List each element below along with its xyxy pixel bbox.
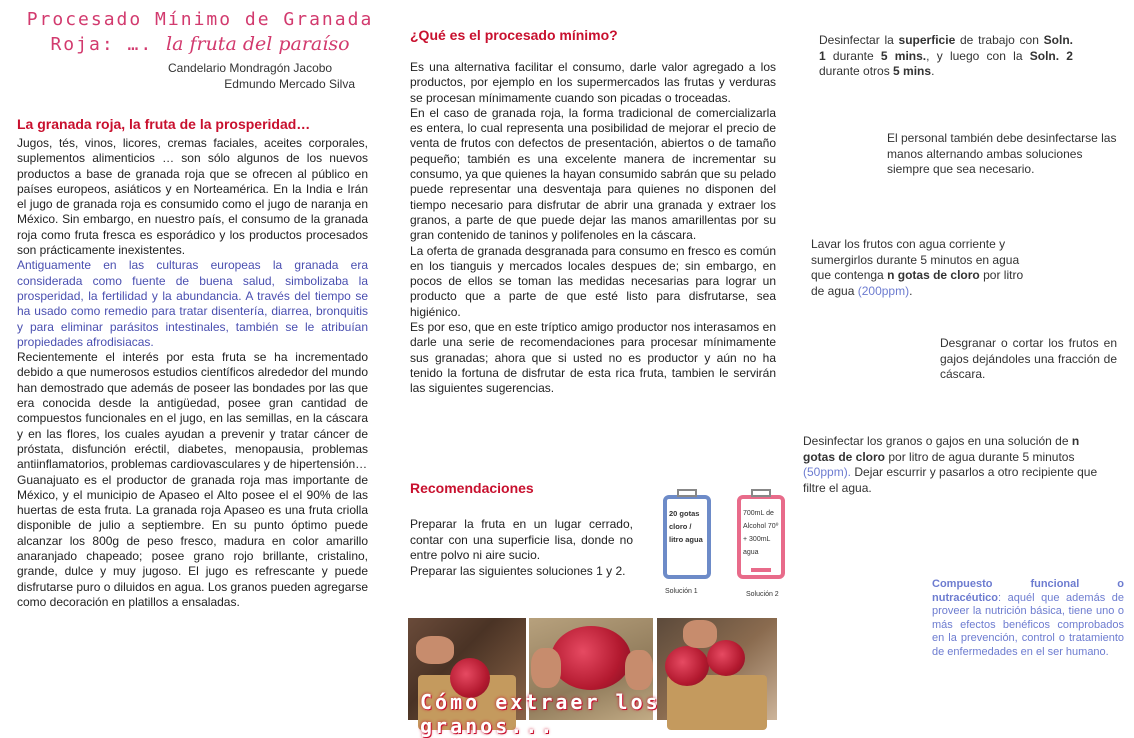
pomegranate — [665, 646, 709, 686]
bottle-2-label — [743, 507, 781, 559]
paragraph-market-offer: La oferta de granada desgranada para consumo en fresco es común en los tianguis y mercados locales despues de; sin embargo, en pocos de ellos se toman las medidas necesarias para lograr un producto que a parte de que esté listo para disfrutarse, sea higiénico. — [410, 243, 776, 319]
author-1: Candelario Mondragón Jacobo — [168, 61, 333, 75]
paragraph-history: Antiguamente en las culturas europeas la granada era considerada como fuente de buena salud, simbolizaba la prosperidad, la fertilidad y la abundancia. A través del tiempo se ha usado como remedio para tratar disentería, diarrea, bronquitis y para eliminar parásitos intestinales, también se le atribuían propiedades afrodisiacas. — [17, 258, 368, 349]
step-text: Lavar los frutos con agua corriente y sumergirlos durante 5 minutos en agua que contenga — [811, 237, 1020, 282]
title-line-2 — [10, 32, 390, 57]
paragraph-guanajuato: Guanajuato es el productor de granada roja mas importante de México, y el municipio de Apaseo el Alto posee el el 90% de las huertas de esta fruta. La granada roja Apaseo es una fruta criolla disponible de julio a septiembre. En su punto óptimo puede alcanzar los 800g de peso fresco, madura en color amarillo anaranjado chapeado; posee grano rojo brillante, cristalino, grande, dulce y muy jugoso. El jugo es refrescante y puede disfrutarse puro o diluidos en agua. Los granos pueden agregarse como decoración en platillos a ensaladas. — [17, 472, 368, 609]
concentration-label: (200ppm) — [857, 283, 910, 298]
step-disinfect-seeds — [803, 434, 1110, 496]
step-text: Desinfectar los granos o gajos en una solución de — [803, 434, 1072, 448]
minimal-processing-body — [410, 60, 776, 397]
step-disinfect-surface — [819, 33, 1073, 80]
bottle-stripe — [751, 568, 771, 572]
bottle-2-label-line: 700mL de — [743, 510, 774, 517]
bottle-1-label-line: 20 gotas — [669, 509, 700, 518]
step-text: Desinfectar la — [819, 33, 899, 47]
brochure-title — [10, 8, 390, 57]
bottle-2-label-line: Alcohol 70º — [743, 523, 779, 530]
recommendation-1: Preparar la fruta en un lugar cerrado, contar con una superficie lisa, donde no entre polvo ni aire sucio. — [410, 517, 633, 562]
solution-2-bottle-icon — [737, 495, 785, 579]
step-emphasis: Soln. 1 — [819, 33, 1073, 63]
step-emphasis: n gotas de cloro — [803, 434, 1080, 464]
definition-text: : aquél que además de proveer la nutrición básica, tiene uno o más efectos benéficos comprobados en la prevención, control o tratamiento de enfermedades en el ser humano. — [932, 591, 1124, 658]
step-emphasis: 5 mins. — [880, 48, 927, 63]
pomegranate — [551, 626, 631, 690]
section-heading-minimal-processing: ¿Qué es el procesado mínimo? — [410, 27, 618, 43]
recommendations-body — [410, 517, 633, 579]
step-text: por litro de agua — [811, 268, 1024, 298]
step-text: por litro de agua durante 5 minutos — [885, 449, 1075, 464]
solution-1-caption: Solución 1 — [665, 588, 698, 595]
right-panel — [795, 0, 1134, 720]
bottle-2-label-line: agua — [743, 549, 759, 556]
step-wash-fruit — [811, 237, 1033, 299]
solution-2-caption: Solución 2 — [746, 591, 779, 598]
title-line-2-prefix: Roja: …. — [50, 34, 167, 55]
prosperity-body — [17, 136, 368, 610]
section-heading-prosperity: La granada roja, la fruta de la prosperidad… — [17, 116, 311, 132]
bottle-1-label-line: litro agua — [669, 535, 703, 544]
step-text: . — [931, 64, 935, 78]
step-disinfect-hands: El personal también debe desinfectarse las manos alternando ambas soluciones siempre que sea necesario. — [887, 131, 1117, 176]
author-2: Edmundo Mercado Silva — [224, 77, 355, 91]
step-seed-fruit: Desgranar o cortar los frutos en gajos dejándoles una fracción de cáscara. — [940, 336, 1117, 381]
definition-functional-compound — [932, 578, 1124, 659]
bottle-cap — [677, 489, 697, 497]
step-emphasis: superficie — [898, 33, 956, 47]
step-text: durante otros — [819, 64, 894, 78]
step-emphasis: Soln. 2 — [1029, 48, 1073, 63]
photo-strip-caption: Cómo extraer los granos... — [420, 690, 661, 738]
paragraph-research: Recientemente el interés por esta fruta se ha incrementado debido a que numerosos estudios científicos alrededor del mundo han demostrado que además de poseer las bondades por las que era conocida desde la antigüedad, posee gran cantidad de compuestos funcionales en el jugo, en las semillas, en la cáscara y en las flores, los cuales ayudan a prevenir y tratar cáncer de próstata, disfunción eréctil, diabetes, menopausia, problemas antiinflamatorios, problemas cardiovasculares y de hipertensión… — [17, 350, 368, 472]
hand — [625, 650, 653, 690]
bottle-1-label-line: cloro / — [669, 522, 692, 531]
title-line-1: Procesado Mínimo de Granada — [26, 9, 374, 30]
hand — [416, 636, 454, 664]
bottle-cap — [751, 489, 771, 497]
paragraph-products: Jugos, tés, vinos, licores, cremas faciales, aceites corporales, suplementos alimenticios … son sólo algunos de los nuevos productos a base de granada roja que se ofrecen al público en países europeos, asiáticos y en Norteamérica. En la India e Irán el jugo de granada roja es consumido como el jugo de naranja en México. Sin embargo, en nuestro país, el consumo de la granada roja como fruta fresca es esporádico y los productos procesados son prácticamente inexistentes. — [17, 136, 368, 258]
concentration-label: (50ppm). — [803, 465, 852, 479]
paragraph-commercialization: En el caso de granada roja, la forma tradicional de comercializarla es entera, lo cual representa una posibilidad de mejorar el precio de venta de frutos con defectos de presentación, abiertos o de tamaño pequeño; también es una excelente manera de incrementar su consumo, ya que quienes la hayan consumido sabrán que su pelado puede representar una desventaja para quienes no disponen del tiempo necesario para disfrutar de abrir una granada y extraer los granos, a parte de que puede dejar las manos amarillentas por su gran contenido de taninos y polifenoles en la cáscara. — [410, 105, 776, 243]
solution-1-bottle-icon — [663, 495, 711, 579]
section-heading-recommendations: Recomendaciones — [410, 480, 534, 496]
step-emphasis: 5 mins — [893, 64, 932, 78]
step-text: Dejar escurrir y pasarlos a otro recipiente que filtre el agua. — [803, 465, 1098, 495]
left-panel — [0, 0, 385, 720]
bottle-2-label-line: + 300mL — [743, 536, 771, 543]
middle-panel — [400, 0, 790, 738]
hand — [683, 620, 717, 648]
recommendation-2: Preparar las siguientes soluciones 1 y 2. — [410, 563, 626, 578]
authors — [150, 60, 355, 92]
pomegranate — [707, 640, 745, 676]
step-text: durante — [825, 48, 881, 63]
bottle-1-label — [669, 507, 707, 546]
paragraph-purpose: Es por eso, que en este tríptico amigo productor nos interasamos en darle una serie de recomendaciones para procesar mínimamente sus granadas; ahora que si usted no es productor y aún no ha tenido la fortuna de disfrutar de esta rica fruta, tambien le servirán las siguientes sugerencias. — [410, 320, 776, 396]
paragraph-definition: Es una alternativa facilitar el consumo, darle valor agregado a los productos, por ejemplo en los supermercados las frutas y verduras se procesan mínimamente cuando son picadas o troceadas. — [410, 60, 776, 105]
title-subtitle-script: la fruta del paraíso — [166, 33, 350, 55]
step-text: , y luego con la — [926, 48, 1030, 63]
step-text: . — [909, 283, 913, 298]
definition-term: Compuesto funcional o nutracéutico — [932, 578, 1124, 604]
hand — [531, 648, 561, 688]
step-text: de trabajo con — [955, 33, 1044, 47]
step-emphasis: n gotas de cloro — [887, 268, 980, 282]
